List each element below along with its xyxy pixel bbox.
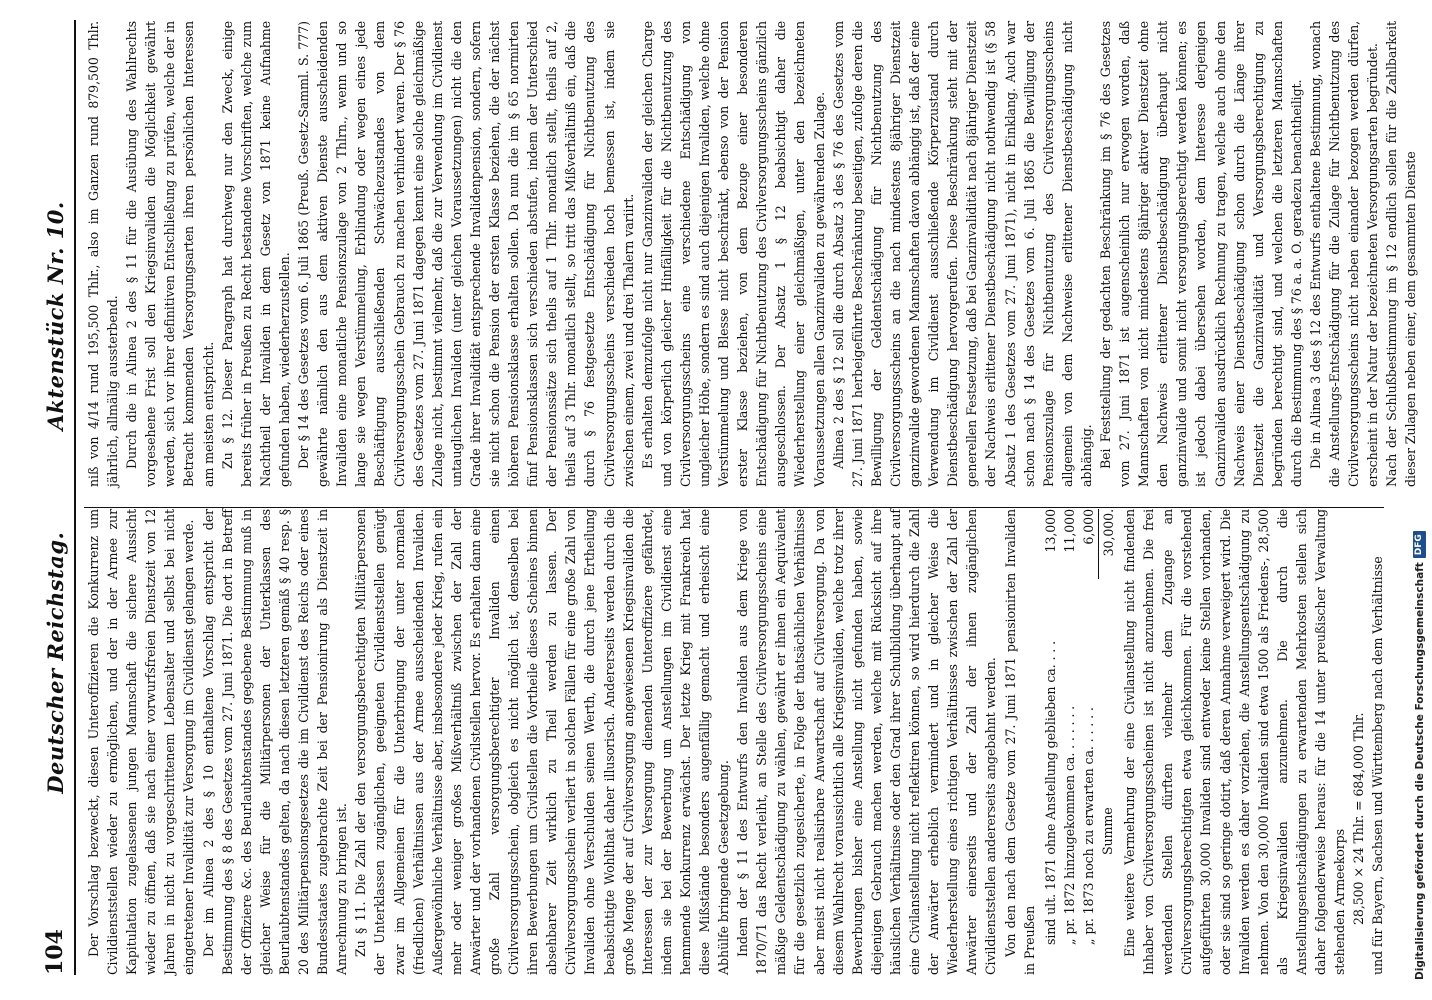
paragraph: Die in Alinea 3 des § 12 des Entwurfs enthaltene Bestimmung, wonach die Anstellungs-Entschädigung für die Zulage für Nichtbenutzung des Civilversorgungsscheins nicht neben einander bezogen werden dürfen, erscheint in der Natur der bezeichneten Versorgungsarten begründet. bbox=[1308, 21, 1381, 487]
table-row bbox=[1060, 509, 1079, 975]
table-label: „ pr. 1873 noch zu erwarten ca. . . . . . bbox=[1080, 707, 1096, 945]
paragraph: Eine weitere Vermehrung der eine Civilanstellung nicht findenden Inhaber von Civilversorgungsscheinen ist nicht anzunehmen. Die frei werdenden Stellen dürften vielmehr dem Zugange an Civilversorgungsberechtigten etwa gleichkommen. Für die vorstehend aufgeführten 30,000 Invaliden sind entweder keine Stellen vorhanden, oder sie sind so geringe dotirt, daß deren Annahme verweigert wird. Die Invaliden werden es daher vorziehen, die Anstellungsentschädigung zu nehmen. Von den 30,000 Invaliden sind etwa 1500 als Friedens-, 28,500 als Kriegsinvaliden anzunehmen. Die durch die Anstellungsentschädigungen zu erwartenden Mehrkosten stellen sich daher folgenderweise heraus: für die 14 unter preußischer Verwaltung stehenden Armeekorps bbox=[1122, 509, 1348, 975]
dfg-logo-icon: DFG bbox=[1413, 531, 1426, 558]
paragraph: Nach der Schlußbestimmung im § 12 endlich sollen für die Zahlbarkeit dieser Zulagen neben einer, dem gesammten Dienste bbox=[1384, 21, 1419, 487]
paragraph: Es erhalten demzufolge nicht nur Ganzinvaliden der gleichen Charge und von körperlich gleicher Hinfälligkeit für die Nichtbenutzung des Civilversorgungsscheins eine verschiedene Entschädigung von ungleicher Höhe, sondern es sind auch diejenigen Invaliden, welche ohne Verstümmelung und Blesse nicht beschränkt, ebenso von der Pension erster Klasse beziehen, von dem Bezuge einer besonderen Entschädigung für Nichtbenutzung des Civilversorgungsscheins gänzlich ausgeschlossen. Der Absatz 1 § 12 beabsichtigt daher die Wiederherstellung einer gleichmäßigen, unter den bezeichneten Voraussetzungen allen Ganzinvaliden zu gewährenden Zulage. bbox=[639, 21, 827, 487]
running-head-center: Aktenstück Nr. 10. bbox=[43, 201, 68, 431]
table-row bbox=[1079, 509, 1098, 975]
page-header bbox=[30, 20, 68, 975]
page-number: 104 bbox=[42, 929, 68, 975]
table-label: „ pr. 1872 hinzugekommen ca. . . . . . . bbox=[1061, 705, 1077, 945]
paragraph: Zu § 11. Die Zahl der den versorgungsberechtigten Militärpersonen der Unterklassen zugänglichen, geeigneten Civildienststellen genügt zwar im Allgemeinen für die Unterbringung der unter normalen (friedlichen) Verhältnissen aus der Armee ausscheidenden Invaliden. Außergewöhnliche Verhältnisse aber, insbesondere jeder Krieg, rufen ein mehr oder weniger großes Mißverhältniß zwischen der Zahl der Anwärter und der vorhandenen Civilstellen hervor. Es erhalten dann eine große Zahl versorgungsberechtigter Invaliden einen Civilversorgungsschein, obgleich es nicht möglich ist, denselben bei ihren Bewerbungen um Civilstellen die Vortheile dieses Scheines binnen absehbarer Zeit wirklich zu Theil werden zu lassen. Der Civilversorgungsschein verliert in solchen Fällen für eine große Zahl von Invaliden ohne Verschulden seinen Werth, die durch jene Ertheilung beabsichtigte Wohlthat daher illusorisch. Andererseits werden durch die große Menge der auf Civilversorgung angewiesenen Kriegsinvaliden die Interessen der zur Versorgung dienenden Unteroffiziere gefährdet, indem sie bei der Bewerbung um Anstellungen im Civildienst eine hemmende Konkurrenz erwächst. Der letzte Krieg mit Frankreich hat diese Mißstände besonders augenfällig gemacht und erheischt eine Abhülfe bringende Gesetzgebung. bbox=[353, 509, 732, 975]
digitization-note bbox=[1413, 20, 1426, 980]
right-column bbox=[84, 21, 1419, 487]
paragraph: Indem der § 11 des Entwurfs den Invaliden aus dem Kriege von 1870/71 das Recht verleiht, an Stelle des Civilversorgungsscheins eine mäßige Geldentschädigung zu wählen, gewährt er ihnen ein Aequivalent für die gesetzlich zugesicherte, in Folge der thatsächlichen Verhältnisse aber meist nicht realisirbare Anwartschaft auf Civilversorgung. Da von diesem Wahlrecht voraussichtlich alle Kriegsinvaliden, welche trotz ihrer Bewerbungen bisher eine Anstellung nicht gefunden haben, sowie diejenigen Gebrauch machen werden, welche mit Rücksicht auf ihre häuslichen Verhältnisse oder den Grad ihrer Schulbildung überhaupt auf eine Civilanstellung nicht reflektiren können, so wird hierdurch die Zahl der Anwärter erheblich vermindert und in gleicher Weise die Wiederherstellung eines richtigen Verhältnisses zwischen der Zahl der Anwärter einerseits und der Zahl der ihnen zugänglichen Civildienststellen andererseits angebahnt werden. bbox=[735, 509, 999, 975]
table-label: sind ult. 1871 ohne Anstellung geblieben ca. . . . bbox=[1042, 640, 1058, 945]
paragraph: Alinea 2 des § 12 soll die durch Absatz 3 des § 76 des Gesetzes vom 27. Juni 1871 herbeigeführte Beschränkung beseitigen, zufolge deren die Bewilligung der Geldentschädigung für Nichtbenutzung des Civilversorgungsscheins an die nach mindestens 8jähriger Dienstzeit ganzinvalide gewordenen Mannschaften davon abhängig ist, daß der eine Verwendung im Civildienst ausschließende Körperzustand durch Dienstbeschädigung hervorgerufen. Diese Beschränkung steht mit der generellen Festsetzung, daß bei Ganzinvalidität nach 8jähriger Dienstzeit der Nachweis erlittener Dienstbeschädigung nicht nothwendig ist (§ 58 Absatz 1 des Gesetzes vom 27. Juni 1871), nicht in Einklang. Auch war schon nach § 14 des Gesetzes vom 6. Juli 1865 die Bewilligung der Pensionszulage für Nichtbenutzung des Civilversorgungsscheins allgemein von dem Nachweise erlittener Dienstbeschädigung nicht abhängig. bbox=[830, 21, 1094, 487]
paragraph: Der § 14 des Gesetzes vom 6. Juli 1865 (Preuß. Gesetz-Samml. S. 777) gewährte nämlich den aus dem aktiven Dienste ausscheidenden Invaliden eine monatliche Pensionszulage von 2 Thlrn., wenn und so lange sie wegen Verstümmelung, Erblindung oder wegen eines jede Beschäftigung ausschließenden Schwächezustandes von dem Civilversorgungsschein Gebrauch zu machen verhindert waren. Der § 76 des Gesetzes vom 27. Juni 1871 dagegen kennt eine solche gleichmäßige Zulage nicht, bestimmt vielmehr, daß die zur Verwendung im Civildienst untauglichen Invaliden (unter gleichen Voraussetzungen) nicht die den Grade ihrer Invalidität entsprechende Invalidenpension, sondern, sofern sie nicht schon die Pension der ersten Klasse beziehen, die der nächst höheren Pensionsklasse erhalten sollen. Da nun die im § 65 normirten fünf Pensionsklassen sich verschieden abstufen, indem der Unterschied der Pensionssätze sich theils auf 1 Thlr. monatlich stellt, theils auf 2, theils auf 3 Thlr. monatlich stellt, so tritt das Mißverhältniß ein, daß die durch § 76 festgesetzte Entschädigung für Nichtbenutzung des Civilversorgungsscheins verschieden hoch bemessen ist, indem sie zwischen einem, zwei und drei Thalern variirt. bbox=[296, 21, 636, 487]
paragraph: und für Bayern, Sachsen und Württemberg nach dem Verhältnisse bbox=[1370, 556, 1386, 975]
running-head-left: Deutscher Reichstag. bbox=[43, 531, 68, 794]
paragraph: Durch die in Alinea 2 des § 11 für die Ausübung des Wahlrechts vorgesehene Frist soll den Kriegsinvaliden die Möglichkeit gewährt werden, sich vor ihrer definitiven Entschließung zu prüfen, welche der in Betracht kommenden Versorgungsarten ihren persönlichen Interessen am meisten entspricht. bbox=[124, 21, 216, 487]
cost-formula: 28,500 × 24 Thlr. = 684,000 Thlr. bbox=[1351, 712, 1367, 925]
sum-label: Summe bbox=[1099, 807, 1115, 855]
paragraph: niß von 4/14 rund 195,500 Thlr., also im Ganzen rund 879,500 Thlr. jährlich, allmälig aussterbend. bbox=[86, 21, 121, 487]
table-value: 6,000 bbox=[1080, 509, 1096, 545]
table-value: 13,000 bbox=[1042, 509, 1058, 553]
paragraph: Der im Alinea 2 des § 10 enthaltene Vorschlag entspricht der Bestimmung des § 8 des Gesetzes vom 27. Juni 1871. Die dort in Betreff der Offiziere &c. des Beurlaubtenstandes gegebene Bestimmung muß in gleicher Weise für die Militärpersonen der Unterklassen des Beurlaubtenstandes gelten, da nach diesen letzteren gemäß § 40 resp. § 20 des Militärpensionsgesetzes die im Civildienst des Reichs oder eines Bundesstaates zugebrachte Zeit bei der Pensionirung als Dienstzeit in Anrechnung zu bringen ist. bbox=[200, 509, 350, 975]
table-sum-row bbox=[1098, 509, 1118, 975]
table-row bbox=[1041, 509, 1060, 975]
paragraph: Bei Feststellung der gedachten Beschränkung im § 76 des Gesetzes vom 27. Juni 1871 ist augenscheinlich nur erwogen worden, daß Mannschaften von nicht mindestens 8jähriger aktiver Dienstzeit ohne den Nachweis erlittener Dienstbeschädigung überhaupt nicht ganzinvalide und somit nicht versorgungsberechtigt werden können; es ist jedoch dabei übersehen worden, dem Interesse derjenigen Ganzinvaliden ausdrücklich Rechnung zu tragen, welche auch ohne den Nachweis einer Dienstbeschädigung schon durch die Länge ihrer Dienstzeit die Ganzinvalidität und Versorgungsberechtigung zu begründen berechtigt sind, und welchen die letzteren Mannschaften durch die Bestimmung des § 76 a. a. O. geradezu benachtheiligt. bbox=[1097, 21, 1304, 487]
header-rule bbox=[74, 20, 76, 975]
paragraph: Zu § 12. Dieser Paragraph hat durchweg nur den Zweck, einige bereits früher in Preußen zu Recht bestandene Vorschriften, welche zum Nachtheil der Invaliden in dem Gesetz von 1871 keine Aufnahme gefunden haben, wiederherzustellen. bbox=[219, 21, 292, 487]
left-column bbox=[84, 509, 1384, 975]
digitization-text: Digitalisierung gefördert durch die Deutsche Forschungsgemeinschaft bbox=[1413, 562, 1426, 980]
sum-value: 30,000. bbox=[1098, 509, 1118, 579]
paragraph: Von den nach dem Gesetze vom 27. Juni 1871 pensionirten Invaliden in Preußen bbox=[1002, 509, 1037, 975]
paragraph: Der Vorschlag bezweckt, diesen Unteroffizieren die Konkurrenz um Civildienststellen wieder zu ermöglichen, und der in der Armee zur Kapitulation zugelassenen jungen Mannschaft die sichere Aussicht wieder zu öffnen, daß sie nach einer vorwurfsfreien Dienstzeit von 12 Jahren in nicht zu vorgeschrittenem Lebensalter und selbst bei nicht eingetretener Invalidität zur Versorgung im Civildienst gelangen werde. bbox=[86, 509, 197, 975]
table-value: 11,000 bbox=[1061, 509, 1077, 553]
column-rule bbox=[84, 507, 1384, 508]
invalid-count-table bbox=[1041, 509, 1118, 975]
